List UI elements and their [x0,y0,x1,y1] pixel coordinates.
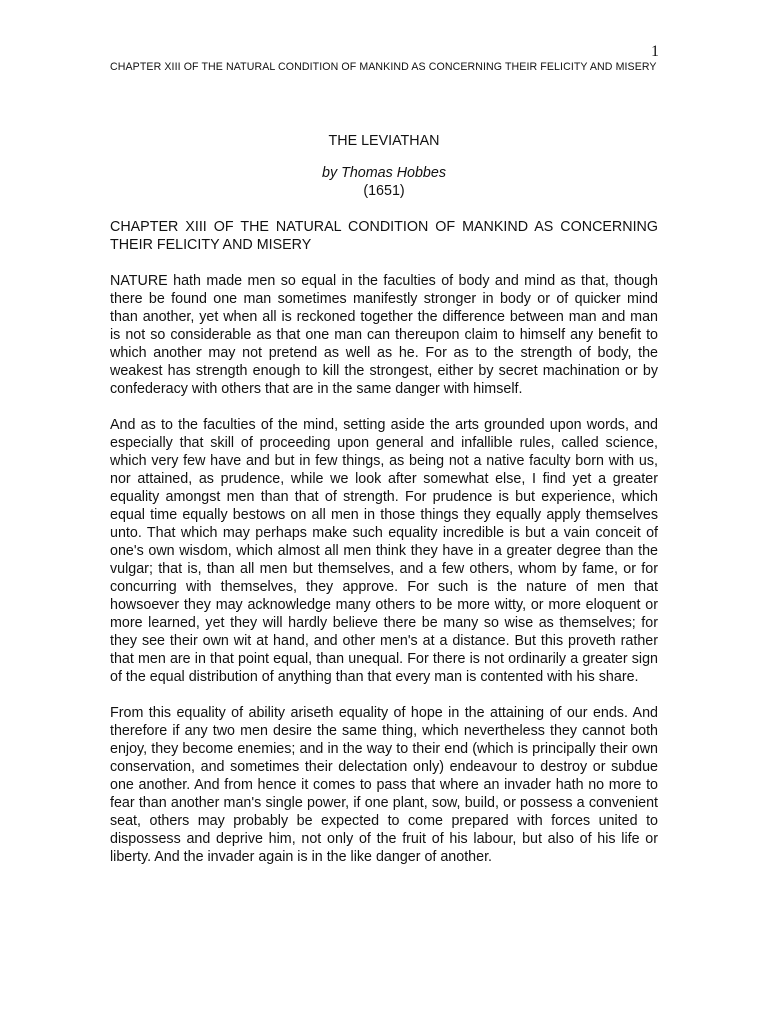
body-text [110,218,658,884]
paragraph: From this equality of ability ariseth equality of hope in the attaining of our ends. And therefore if any two men desire the same thing, which nevertheless they cannot both enjoy, they become enemies; and in the way to their end (which is principally their own conservation, and sometimes their delectation only) endeavour to destroy or subdue one another. And from hence it comes to pass that where an invader hath no more to fear than another man's single power, if one plant, sow, build, or possess a convenient seat, others may probably be expected to come prepared with forces united to dispossess and deprive him, not only of the fruit of his labour, but also of his life or liberty. And the invader again is in the like danger of another. [110,705,658,865]
page-number: 1 [651,43,659,60]
chapter-heading: CHAPTER XIII OF THE NATURAL CONDITION OF MANKIND AS CONCERNING THEIR FELICITY AND MISERY [110,219,658,253]
document-title: THE LEVIATHAN [328,133,440,149]
paragraph: NATURE hath made men so equal in the faculties of body and mind as that, though there be found one man sometimes manifestly stronger in body or of quicker mind than another, yet when all is reckoned together the difference between man and man is not so considerable as that one man can thereupon claim to himself any benefit to which another may not pretend as well as he. For as to the strength of body, the weakest has strength enough to kill the strongest, either by secret machination or by confederacy with others that are in the same danger with himself. [110,273,658,397]
author-line: by Thomas Hobbes [322,165,446,181]
publication-year: (1651) [363,183,405,199]
running-header: CHAPTER XIII OF THE NATURAL CONDITION OF MANKIND AS CONCERNING THEIR FELICITY AND MISERY [110,61,657,73]
paragraph: And as to the faculties of the mind, setting aside the arts grounded upon words, and especially that skill of proceeding upon general and infallible rules, called science, which very few have and but in few things, as being not a native faculty born with us, nor attained, as prudence, while we look after somewhat else, I find yet a greater equality amongst men than that of strength. For prudence is but experience, which equal time equally bestows on all men in those things they equally apply themselves unto. That which may perhaps make such equality incredible is but a vain conceit of one's own wisdom, which almost all men think they have in a greater degree than the vulgar; that is, than all men but themselves, and a few others, whom by fame, or for concurring with themselves, they approve. For such is the nature of men that howsoever they may acknowledge many others to be more witty, or more eloquent or more learned, yet they will hardly believe there be many so wise as themselves; for they see their own wit at hand, and other men's at a distance. But this proveth rather that men are in that point equal, than unequal. For there is not ordinarily a greater sign of the equal distribution of anything than that every man is contented with his share. [110,417,658,685]
